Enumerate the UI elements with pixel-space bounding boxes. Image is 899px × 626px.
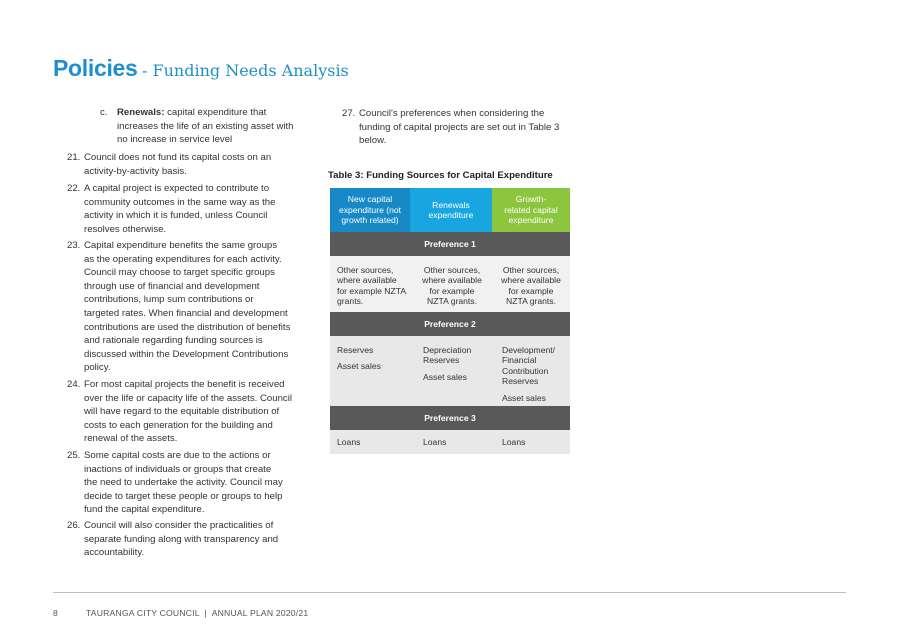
- header-line: Renewals: [432, 199, 470, 210]
- cell-line: Asset sales: [502, 392, 546, 403]
- item-line: will have regard to the equitable distribution of: [84, 406, 280, 418]
- item-text: [359, 107, 559, 148]
- pref3-cell-growth: Loans: [502, 437, 526, 447]
- item-line: inactions of individuals or groups that create: [84, 463, 272, 475]
- cell-line: NZTA grants.: [506, 296, 556, 307]
- preference-3-band: [330, 430, 570, 454]
- cell-line: for example NZTA: [337, 285, 407, 296]
- item-line: Some capital costs are due to the actions or: [84, 450, 271, 461]
- item-line: For most capital projects the benefit is received: [84, 379, 285, 390]
- item-number: 25.: [67, 450, 81, 461]
- item-line: Council does not fund its capital costs on an: [84, 152, 272, 163]
- header-line: expenditure: [428, 210, 474, 220]
- item-number: 21.: [67, 152, 81, 163]
- header-line: Growth-: [515, 194, 547, 205]
- cell-line: Financial: [502, 355, 537, 366]
- footer-divider: [53, 592, 846, 593]
- item-line: fund the capital expenditure.: [84, 504, 205, 516]
- item-text: [84, 519, 278, 560]
- item-line: targeted rates. When financial and development: [84, 307, 288, 319]
- item-line: contributions, lump sum contributions or: [84, 294, 254, 306]
- cell-line: for example: [508, 285, 554, 296]
- footer-text: TAURANGA CITY COUNCIL | ANNUAL PLAN 2020/21: [86, 608, 309, 618]
- item-line: community outcomes in the same way as the: [84, 196, 276, 208]
- item-line: Council may choose to target specific groups: [84, 267, 275, 279]
- page-title: [53, 55, 349, 82]
- pref1-cell-renewals: [418, 265, 486, 307]
- pref2-cell-new: [337, 345, 381, 372]
- item-text: [84, 239, 290, 375]
- funding-sources-table: [330, 188, 570, 454]
- table-title: Table 3: Funding Sources for Capital Expenditure: [328, 170, 553, 181]
- cell-line: Reserves: [502, 376, 539, 387]
- item-number: 26.: [67, 520, 81, 531]
- cell-line: where available: [337, 275, 397, 286]
- item-bold-label: Renewals:: [117, 107, 165, 118]
- page-number: 8: [53, 608, 58, 618]
- pref3-cell-renewals: Loans: [423, 437, 447, 447]
- item-text: [117, 106, 294, 147]
- item-line: as the operating expenditures for each activity.: [84, 253, 282, 265]
- item-line: renewal of the assets.: [84, 433, 178, 445]
- item-line: policy.: [84, 362, 111, 374]
- item-line: no increase in service level: [117, 134, 233, 146]
- item-text: [84, 378, 292, 446]
- item-text: [84, 151, 271, 178]
- item-line: through use of financial and development: [84, 280, 260, 292]
- page-title-sub: - Funding Needs Analysis: [142, 61, 349, 80]
- item-line: activity-by-activity basis.: [84, 165, 187, 177]
- header-renewals: [410, 188, 492, 232]
- item-number: 23.: [67, 240, 81, 251]
- item-line: activity in which it is funded, unless Council: [84, 210, 268, 222]
- pref1-cell-growth: [496, 265, 566, 307]
- item-line: A capital project is expected to contribute to: [84, 183, 270, 194]
- item-text: [84, 182, 275, 236]
- preference-3-bar: Preference 3: [330, 406, 570, 430]
- item-line: below.: [359, 135, 387, 147]
- cell-line: where available: [422, 275, 482, 286]
- cell-line: Development/: [502, 345, 556, 355]
- preference-2-bar: Preference 2: [330, 312, 570, 336]
- page-title-main: Policies: [53, 55, 138, 81]
- item-line: contributions are used the distribution of benefits: [84, 321, 291, 333]
- item-line: Capital expenditure benefits the same groups: [84, 240, 278, 251]
- item-text: [84, 449, 283, 517]
- item-line: over the life or capacity life of the assets. Council: [84, 392, 292, 404]
- item-line: and rationale regarding funding sources is: [84, 335, 263, 347]
- header-line: related capital: [504, 204, 558, 215]
- cell-line: Asset sales: [337, 361, 381, 372]
- cell-line: Reserves: [423, 355, 460, 366]
- header-growth: [492, 188, 570, 232]
- cell-line: Contribution: [502, 365, 549, 376]
- header-line: expenditure: [508, 215, 554, 226]
- cell-line: Asset sales: [423, 371, 467, 382]
- cell-line: Reserves: [337, 345, 374, 355]
- item-line: discussed within the Development Contributions: [84, 348, 289, 360]
- cell-line: NZTA grants.: [427, 296, 477, 307]
- cell-line: grants.: [337, 296, 364, 307]
- item-line: accountability.: [84, 547, 145, 559]
- item-line: the need to undertake the activity. Council may: [84, 477, 283, 489]
- header-line: growth related): [341, 215, 399, 226]
- pref2-cell-growth: [502, 345, 555, 403]
- item-line: decide to target these people or groups to help: [84, 490, 283, 502]
- cell-line: where available: [501, 275, 561, 286]
- cell-line: for example: [429, 285, 475, 296]
- pref2-cell-renewals: [423, 345, 471, 382]
- item-line: separate funding along with transparency and: [84, 533, 279, 545]
- item-number: 22.: [67, 183, 81, 194]
- item-line-rest: capital expenditure that: [164, 107, 267, 118]
- cell-line: Other sources,: [337, 265, 394, 275]
- item-number: 27.: [342, 108, 356, 119]
- cell-line: Other sources,: [423, 265, 481, 275]
- cell-line: Depreciation: [423, 345, 472, 355]
- item-line: funding of capital projects are set out in Table 3: [359, 121, 560, 133]
- pref1-cell-new: [337, 265, 406, 307]
- item-line: Council's preferences when considering the: [359, 108, 545, 119]
- cell-line: Other sources,: [502, 265, 560, 275]
- header-line: expenditure (not: [338, 204, 402, 215]
- item-number: c.: [100, 107, 108, 118]
- item-line: Council will also consider the practicalities of: [84, 520, 274, 531]
- item-line: increases the life of an existing asset with: [117, 120, 294, 132]
- preference-1-bar: Preference 1: [330, 232, 570, 256]
- header-new-capital: [330, 188, 410, 232]
- header-line: New capital: [347, 194, 393, 205]
- item-line: [117, 106, 294, 120]
- item-line: resolves otherwise.: [84, 223, 167, 235]
- item-line: costs to each generation for the building and: [84, 419, 273, 431]
- pref3-cell-new: Loans: [337, 437, 361, 447]
- item-number: 24.: [67, 379, 81, 390]
